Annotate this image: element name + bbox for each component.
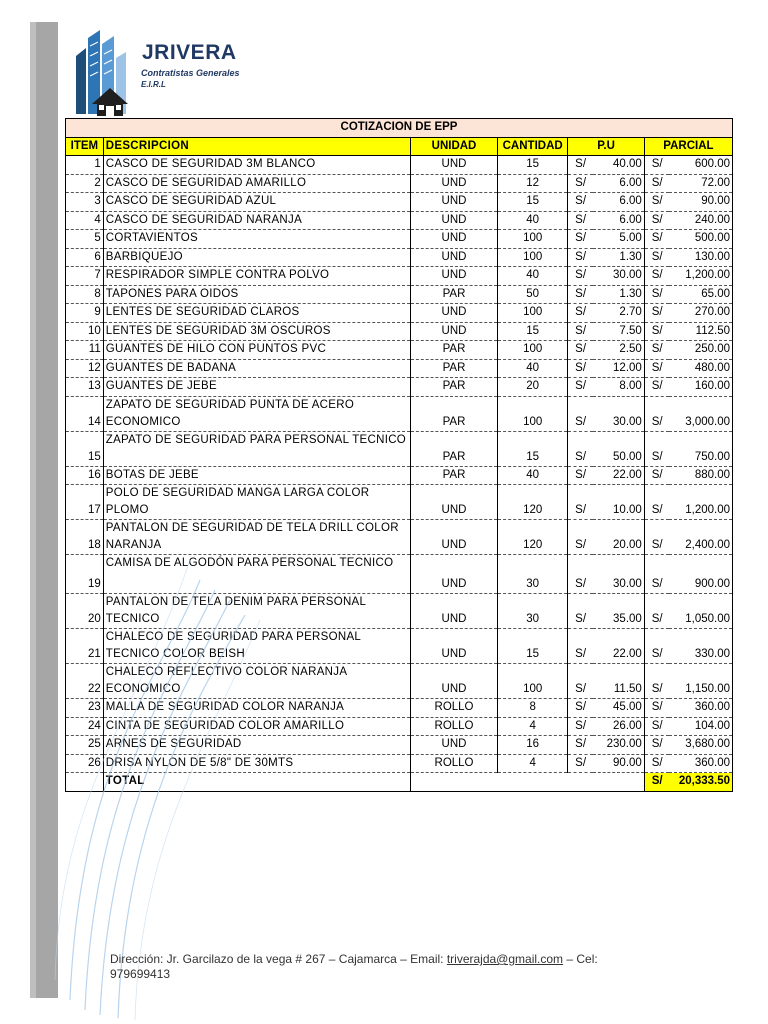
item-partial-currency: S/ xyxy=(644,211,669,230)
item-number: 6 xyxy=(66,248,104,267)
item-quantity: 15 xyxy=(498,431,568,466)
item-description: MALLA DE SEGURIDAD COLOR NARANJA xyxy=(103,699,410,718)
item-partial-currency: S/ xyxy=(644,629,669,664)
total-item-blank xyxy=(66,773,104,792)
table-row xyxy=(66,341,733,360)
item-unit-price-currency: S/ xyxy=(568,717,593,736)
building-logo-icon xyxy=(70,26,142,118)
item-quantity: 40 xyxy=(498,267,568,286)
item-number: 4 xyxy=(66,211,104,230)
total-blank-pu xyxy=(593,773,644,792)
item-number: 26 xyxy=(66,754,104,773)
total-currency: S/ xyxy=(644,773,669,792)
item-unit: UND xyxy=(411,267,498,286)
item-partial-currency: S/ xyxy=(644,174,669,193)
item-number: 2 xyxy=(66,174,104,193)
item-partial: 1,050.00 xyxy=(669,594,732,629)
item-partial-currency: S/ xyxy=(644,230,669,249)
table-row xyxy=(66,466,733,485)
item-quantity: 40 xyxy=(498,466,568,485)
item-number: 15 xyxy=(66,431,104,466)
table-row xyxy=(66,267,733,286)
item-partial: 160.00 xyxy=(669,378,732,397)
item-description: BARBIQUEJO xyxy=(103,248,410,267)
item-partial-currency: S/ xyxy=(644,359,669,378)
item-unit-price-currency: S/ xyxy=(568,248,593,267)
item-unit-price: 1.30 xyxy=(593,248,644,267)
item-quantity: 30 xyxy=(498,555,568,594)
item-quantity: 50 xyxy=(498,285,568,304)
item-unit-price: 26.00 xyxy=(593,717,644,736)
item-number: 7 xyxy=(66,267,104,286)
item-unit-price-currency: S/ xyxy=(568,520,593,555)
item-partial: 240.00 xyxy=(669,211,732,230)
item-partial-currency: S/ xyxy=(644,285,669,304)
item-partial: 90.00 xyxy=(669,193,732,212)
header-partial: PARCIAL xyxy=(644,137,732,156)
table-row xyxy=(66,699,733,718)
item-description: RESPIRADOR SIMPLE CONTRA POLVO xyxy=(103,267,410,286)
table-row xyxy=(66,555,733,594)
item-quantity: 12 xyxy=(498,174,568,193)
item-partial: 104.00 xyxy=(669,717,732,736)
item-unit: UND xyxy=(411,520,498,555)
item-description: DRISA NYLON DE 5/8" DE 30MTS xyxy=(103,754,410,773)
item-partial: 1,200.00 xyxy=(669,485,732,520)
item-unit-price-currency: S/ xyxy=(568,699,593,718)
item-description: GUANTES DE BADANA xyxy=(103,359,410,378)
item-quantity: 15 xyxy=(498,629,568,664)
item-description: ZAPATO DE SEGURIDAD PUNTA DE ACERO ECONOMICO xyxy=(103,396,410,431)
item-description: CINTA DE SEGURIDAD COLOR AMARILLO xyxy=(103,717,410,736)
item-unit: UND xyxy=(411,304,498,323)
header-item: ITEM xyxy=(66,137,104,156)
item-partial-currency: S/ xyxy=(644,485,669,520)
item-unit: UND xyxy=(411,230,498,249)
item-description: GUANTES DE HILO CON PUNTOS PVC xyxy=(103,341,410,360)
item-unit-price: 20.00 xyxy=(593,520,644,555)
item-unit: UND xyxy=(411,485,498,520)
item-number: 24 xyxy=(66,717,104,736)
item-description: CHALECO DE SEGURIDAD PARA PERSONAL TECNICO COLOR BEISH xyxy=(103,629,410,664)
item-quantity: 120 xyxy=(498,485,568,520)
item-unit-price-currency: S/ xyxy=(568,629,593,664)
item-unit-price: 40.00 xyxy=(593,156,644,175)
item-unit-price: 30.00 xyxy=(593,396,644,431)
item-quantity: 15 xyxy=(498,156,568,175)
item-unit-price: 90.00 xyxy=(593,754,644,773)
item-number: 25 xyxy=(66,736,104,755)
item-unit-price: 22.00 xyxy=(593,466,644,485)
item-unit-price-currency: S/ xyxy=(568,322,593,341)
table-row xyxy=(66,359,733,378)
item-quantity: 100 xyxy=(498,664,568,699)
item-partial: 65.00 xyxy=(669,285,732,304)
item-number: 5 xyxy=(66,230,104,249)
item-unit-price-currency: S/ xyxy=(568,359,593,378)
item-quantity: 8 xyxy=(498,699,568,718)
item-description: CASCO DE SEGURIDAD AMARILLO xyxy=(103,174,410,193)
item-unit-price-currency: S/ xyxy=(568,285,593,304)
quote-table xyxy=(65,118,733,792)
item-partial: 750.00 xyxy=(669,431,732,466)
item-unit-price: 2.70 xyxy=(593,304,644,323)
item-unit-price-currency: S/ xyxy=(568,754,593,773)
item-partial-currency: S/ xyxy=(644,396,669,431)
item-description: CHALECO REFLECTIVO COLOR NARANJA ECONOMICO xyxy=(103,664,410,699)
item-number: 23 xyxy=(66,699,104,718)
item-quantity: 100 xyxy=(498,341,568,360)
item-description: ZAPATO DE SEGURIDAD PARA PERSONAL TECNICO xyxy=(103,431,410,466)
left-margin-bar-highlight xyxy=(30,22,36,998)
item-unit-price-currency: S/ xyxy=(568,341,593,360)
item-unit-price: 45.00 xyxy=(593,699,644,718)
item-unit: PAR xyxy=(411,359,498,378)
footer-contact xyxy=(110,952,670,982)
item-quantity: 4 xyxy=(498,754,568,773)
item-quantity: 16 xyxy=(498,736,568,755)
item-partial: 72.00 xyxy=(669,174,732,193)
left-margin-bar xyxy=(30,22,58,998)
item-description: PANTALON DE TELA DENIM PARA PERSONAL TECNICO xyxy=(103,594,410,629)
table-row xyxy=(66,594,733,629)
item-unit: UND xyxy=(411,174,498,193)
item-number: 22 xyxy=(66,664,104,699)
item-unit: ROLLO xyxy=(411,717,498,736)
item-description: LENTES DE SEGURIDAD 3M OSCUROS xyxy=(103,322,410,341)
table-row xyxy=(66,304,733,323)
item-partial-currency: S/ xyxy=(644,555,669,594)
item-unit: PAR xyxy=(411,396,498,431)
item-unit-price-currency: S/ xyxy=(568,230,593,249)
item-description: POLO DE SEGURIDAD MANGA LARGA COLOR PLOMO xyxy=(103,485,410,520)
item-description: CORTAVIENTOS xyxy=(103,230,410,249)
item-unit-price-currency: S/ xyxy=(568,736,593,755)
item-description: CAMISA DE ALGODÓN PARA PERSONAL TECNICO xyxy=(103,555,410,594)
item-quantity: 15 xyxy=(498,193,568,212)
table-row xyxy=(66,485,733,520)
item-number: 1 xyxy=(66,156,104,175)
item-unit: UND xyxy=(411,248,498,267)
item-description: CASCO DE SEGURIDAD AZUL xyxy=(103,193,410,212)
item-unit-price: 8.00 xyxy=(593,378,644,397)
item-partial: 2,400.00 xyxy=(669,520,732,555)
item-unit: PAR xyxy=(411,341,498,360)
item-description: CASCO DE SEGURIDAD NARANJA xyxy=(103,211,410,230)
item-unit-price: 1.30 xyxy=(593,285,644,304)
item-partial: 112.50 xyxy=(669,322,732,341)
item-description: BOTAS DE JEBE xyxy=(103,466,410,485)
item-partial-currency: S/ xyxy=(644,193,669,212)
table-row xyxy=(66,431,733,466)
table-row xyxy=(66,285,733,304)
item-description: LENTES DE SEGURIDAD CLAROS xyxy=(103,304,410,323)
item-unit: UND xyxy=(411,211,498,230)
item-unit-price: 11.50 xyxy=(593,664,644,699)
item-unit: UND xyxy=(411,555,498,594)
table-row xyxy=(66,193,733,212)
footer-address: Dirección: Jr. Garcilazo de la vega # 267 – Cajamarca – Email: xyxy=(110,952,447,966)
item-unit-price-currency: S/ xyxy=(568,485,593,520)
item-partial-currency: S/ xyxy=(644,664,669,699)
item-description: TAPONES PARA OIDOS xyxy=(103,285,410,304)
item-quantity: 4 xyxy=(498,717,568,736)
item-quantity: 100 xyxy=(498,230,568,249)
item-partial-currency: S/ xyxy=(644,304,669,323)
item-unit-price: 35.00 xyxy=(593,594,644,629)
item-unit: PAR xyxy=(411,431,498,466)
item-number: 9 xyxy=(66,304,104,323)
table-row xyxy=(66,322,733,341)
table-row xyxy=(66,378,733,397)
header-unit-price: P.U xyxy=(568,137,645,156)
item-partial-currency: S/ xyxy=(644,267,669,286)
item-number: 3 xyxy=(66,193,104,212)
item-description: ARNES DE SEGURIDAD xyxy=(103,736,410,755)
item-partial-currency: S/ xyxy=(644,717,669,736)
quote-title: COTIZACION DE EPP xyxy=(66,119,733,138)
item-unit: UND xyxy=(411,629,498,664)
item-partial: 500.00 xyxy=(669,230,732,249)
table-row xyxy=(66,629,733,664)
table-row xyxy=(66,156,733,175)
item-unit-price-currency: S/ xyxy=(568,174,593,193)
item-number: 12 xyxy=(66,359,104,378)
item-unit-price-currency: S/ xyxy=(568,156,593,175)
item-unit-price: 5.00 xyxy=(593,230,644,249)
item-description: CASCO DE SEGURIDAD 3M BLANCO xyxy=(103,156,410,175)
item-partial-currency: S/ xyxy=(644,754,669,773)
item-unit-price-currency: S/ xyxy=(568,267,593,286)
table-row xyxy=(66,736,733,755)
item-number: 20 xyxy=(66,594,104,629)
table-row xyxy=(66,717,733,736)
item-quantity: 120 xyxy=(498,520,568,555)
item-partial: 330.00 xyxy=(669,629,732,664)
table-row xyxy=(66,230,733,249)
item-unit: UND xyxy=(411,664,498,699)
total-value: 20,333.50 xyxy=(669,773,732,792)
table-row xyxy=(66,754,733,773)
item-unit: UND xyxy=(411,322,498,341)
item-unit-price-currency: S/ xyxy=(568,396,593,431)
item-description: PANTALON DE SEGURIDAD DE TELA DRILL COLOR NARANJA xyxy=(103,520,410,555)
item-quantity: 100 xyxy=(498,396,568,431)
item-partial: 1,200.00 xyxy=(669,267,732,286)
item-unit-price: 2.50 xyxy=(593,341,644,360)
item-partial-currency: S/ xyxy=(644,520,669,555)
item-number: 19 xyxy=(66,555,104,594)
item-quantity: 100 xyxy=(498,248,568,267)
item-quantity: 20 xyxy=(498,378,568,397)
item-partial: 480.00 xyxy=(669,359,732,378)
item-unit: UND xyxy=(411,594,498,629)
item-partial: 880.00 xyxy=(669,466,732,485)
item-partial-currency: S/ xyxy=(644,736,669,755)
item-unit-price-currency: S/ xyxy=(568,664,593,699)
item-partial: 250.00 xyxy=(669,341,732,360)
item-partial: 1,150.00 xyxy=(669,664,732,699)
item-partial: 3,000.00 xyxy=(669,396,732,431)
item-number: 8 xyxy=(66,285,104,304)
item-quantity: 100 xyxy=(498,304,568,323)
item-unit: PAR xyxy=(411,285,498,304)
table-row xyxy=(66,174,733,193)
item-unit-price-currency: S/ xyxy=(568,594,593,629)
item-partial: 130.00 xyxy=(669,248,732,267)
item-partial: 270.00 xyxy=(669,304,732,323)
item-quantity: 15 xyxy=(498,322,568,341)
item-partial: 600.00 xyxy=(669,156,732,175)
item-number: 21 xyxy=(66,629,104,664)
item-unit-price: 10.00 xyxy=(593,485,644,520)
item-unit: UND xyxy=(411,193,498,212)
item-unit-price: 230.00 xyxy=(593,736,644,755)
item-unit-price-currency: S/ xyxy=(568,378,593,397)
footer-phone: 979699413 xyxy=(110,967,171,981)
item-unit: ROLLO xyxy=(411,699,498,718)
item-unit: PAR xyxy=(411,378,498,397)
table-row xyxy=(66,211,733,230)
item-unit-price-currency: S/ xyxy=(568,466,593,485)
item-unit: UND xyxy=(411,156,498,175)
item-unit-price: 30.00 xyxy=(593,555,644,594)
item-partial-currency: S/ xyxy=(644,594,669,629)
item-partial-currency: S/ xyxy=(644,248,669,267)
item-description: GUANTES DE JEBE xyxy=(103,378,410,397)
item-partial-currency: S/ xyxy=(644,431,669,466)
total-blank-qty xyxy=(498,773,568,792)
item-unit-price: 6.00 xyxy=(593,211,644,230)
item-number: 16 xyxy=(66,466,104,485)
item-unit-price: 22.00 xyxy=(593,629,644,664)
item-quantity: 30 xyxy=(498,594,568,629)
item-partial-currency: S/ xyxy=(644,466,669,485)
item-quantity: 40 xyxy=(498,211,568,230)
header-unit: UNIDAD xyxy=(411,137,498,156)
item-quantity: 40 xyxy=(498,359,568,378)
table-row xyxy=(66,248,733,267)
item-unit-price: 6.00 xyxy=(593,174,644,193)
item-unit: PAR xyxy=(411,466,498,485)
item-unit-price: 6.00 xyxy=(593,193,644,212)
item-unit: ROLLO xyxy=(411,754,498,773)
item-number: 14 xyxy=(66,396,104,431)
item-number: 10 xyxy=(66,322,104,341)
item-partial: 900.00 xyxy=(669,555,732,594)
item-unit-price: 7.50 xyxy=(593,322,644,341)
item-unit-price-currency: S/ xyxy=(568,193,593,212)
item-unit-price: 12.00 xyxy=(593,359,644,378)
footer-cel-label: – Cel: xyxy=(563,952,598,966)
company-name: JRIVERA xyxy=(142,41,237,64)
item-unit-price-currency: S/ xyxy=(568,431,593,466)
item-partial: 360.00 xyxy=(669,699,732,718)
item-partial: 360.00 xyxy=(669,754,732,773)
company-subtitle: Contratistas Generales xyxy=(141,68,240,78)
item-number: 13 xyxy=(66,378,104,397)
item-unit-price-currency: S/ xyxy=(568,211,593,230)
item-number: 11 xyxy=(66,341,104,360)
item-unit-price: 50.00 xyxy=(593,431,644,466)
item-partial-currency: S/ xyxy=(644,378,669,397)
total-blank-cur xyxy=(568,773,593,792)
item-partial-currency: S/ xyxy=(644,341,669,360)
total-blank-unit xyxy=(411,773,498,792)
header-quantity: CANTIDAD xyxy=(498,137,568,156)
item-unit-price-currency: S/ xyxy=(568,555,593,594)
total-row xyxy=(66,773,733,792)
table-row xyxy=(66,520,733,555)
quote-body xyxy=(66,156,733,792)
item-number: 17 xyxy=(66,485,104,520)
item-unit: UND xyxy=(411,736,498,755)
footer-email-link[interactable]: triverajda@gmail.com xyxy=(446,952,564,966)
item-partial: 3,680.00 xyxy=(669,736,732,755)
table-row xyxy=(66,396,733,431)
item-partial-currency: S/ xyxy=(644,156,669,175)
item-number: 18 xyxy=(66,520,104,555)
table-row xyxy=(66,664,733,699)
total-label: TOTAL xyxy=(103,773,410,792)
item-unit-price: 30.00 xyxy=(593,267,644,286)
header-description: DESCRIPCION xyxy=(103,137,410,156)
item-partial-currency: S/ xyxy=(644,322,669,341)
company-legal-type: E.I.R.L xyxy=(141,80,166,89)
item-partial-currency: S/ xyxy=(644,699,669,718)
item-unit-price-currency: S/ xyxy=(568,304,593,323)
